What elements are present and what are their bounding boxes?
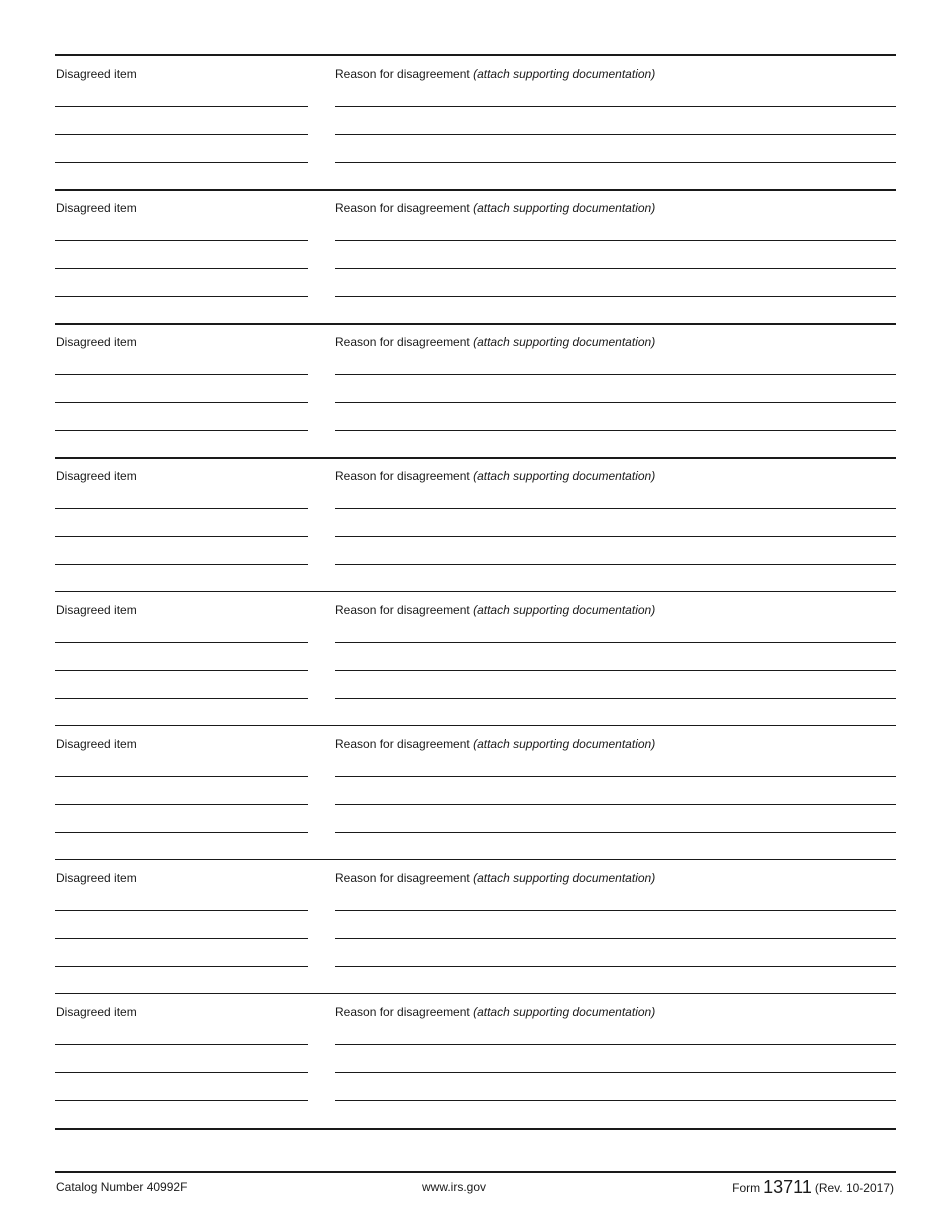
reason-label	[335, 201, 655, 215]
disagreed-item-entry-line[interactable]	[55, 1072, 308, 1073]
reason-label-text: Reason for disagreement	[335, 335, 470, 349]
form-prefix: Form	[732, 1181, 761, 1195]
disagreed-item-entry-line[interactable]	[55, 670, 308, 671]
disagreement-section	[0, 994, 950, 1128]
reason-entry-line[interactable]	[335, 1072, 896, 1073]
reason-entry-line[interactable]	[335, 1044, 896, 1045]
disagreement-section	[0, 592, 950, 726]
disagreed-item-entry-line[interactable]	[55, 430, 308, 431]
reason-entry-line[interactable]	[335, 374, 896, 375]
reason-label-text: Reason for disagreement	[335, 1005, 470, 1019]
reason-label-note: (attach supporting documentation)	[473, 603, 656, 617]
disagreed-item-entry-line[interactable]	[55, 832, 308, 833]
disagreed-item-entry-line[interactable]	[55, 134, 308, 135]
disagreed-item-label: Disagreed item	[56, 737, 137, 751]
reason-entry-line[interactable]	[335, 162, 896, 163]
reason-label-note: (attach supporting documentation)	[473, 737, 656, 751]
disagreed-item-label: Disagreed item	[56, 469, 137, 483]
reason-label-note: (attach supporting documentation)	[473, 335, 656, 349]
reason-entry-line[interactable]	[335, 832, 896, 833]
reason-label-text: Reason for disagreement	[335, 603, 470, 617]
disagreed-item-entry-line[interactable]	[55, 910, 308, 911]
reason-entry-line[interactable]	[335, 430, 896, 431]
form-number: 13711	[763, 1177, 812, 1197]
bottom-border	[55, 1128, 896, 1130]
reason-entry-line[interactable]	[335, 402, 896, 403]
disagreement-section	[0, 458, 950, 592]
disagreed-item-entry-line[interactable]	[55, 804, 308, 805]
disagreed-item-entry-line[interactable]	[55, 296, 308, 297]
reason-label-note: (attach supporting documentation)	[473, 469, 656, 483]
disagreed-item-entry-line[interactable]	[55, 106, 308, 107]
footer-rule	[55, 1171, 896, 1173]
reason-label	[335, 335, 655, 349]
reason-label-note: (attach supporting documentation)	[473, 1005, 656, 1019]
reason-label	[335, 469, 655, 483]
reason-label-text: Reason for disagreement	[335, 469, 470, 483]
disagreement-section	[0, 324, 950, 458]
reason-label-note: (attach supporting documentation)	[473, 201, 656, 215]
disagreed-item-entry-line[interactable]	[55, 374, 308, 375]
disagreed-item-entry-line[interactable]	[55, 698, 308, 699]
reason-entry-line[interactable]	[335, 106, 896, 107]
disagreed-item-entry-line[interactable]	[55, 642, 308, 643]
disagreed-item-label: Disagreed item	[56, 201, 137, 215]
catalog-number: Catalog Number 40992F	[56, 1180, 188, 1194]
disagreement-section	[0, 190, 950, 324]
disagreed-item-entry-line[interactable]	[55, 268, 308, 269]
reason-entry-line[interactable]	[335, 642, 896, 643]
disagreed-item-entry-line[interactable]	[55, 564, 308, 565]
reason-label-text: Reason for disagreement	[335, 737, 470, 751]
disagreed-item-entry-line[interactable]	[55, 1044, 308, 1045]
disagreement-section	[0, 56, 950, 190]
reason-label-text: Reason for disagreement	[335, 201, 470, 215]
reason-entry-line[interactable]	[335, 804, 896, 805]
reason-label	[335, 603, 655, 617]
form-revision: (Rev. 10-2017)	[814, 1181, 894, 1195]
disagreed-item-label: Disagreed item	[56, 67, 137, 81]
reason-label	[335, 1005, 655, 1019]
disagreed-item-label: Disagreed item	[56, 1005, 137, 1019]
reason-label	[335, 737, 655, 751]
disagreed-item-entry-line[interactable]	[55, 240, 308, 241]
reason-entry-line[interactable]	[335, 1100, 896, 1101]
disagreed-item-entry-line[interactable]	[55, 536, 308, 537]
reason-label-text: Reason for disagreement	[335, 871, 470, 885]
reason-entry-line[interactable]	[335, 134, 896, 135]
reason-entry-line[interactable]	[335, 240, 896, 241]
reason-entry-line[interactable]	[335, 910, 896, 911]
disagreement-section	[0, 860, 950, 994]
disagreed-item-entry-line[interactable]	[55, 508, 308, 509]
disagreed-item-entry-line[interactable]	[55, 966, 308, 967]
reason-entry-line[interactable]	[335, 966, 896, 967]
reason-entry-line[interactable]	[335, 776, 896, 777]
reason-entry-line[interactable]	[335, 698, 896, 699]
reason-label	[335, 67, 655, 81]
reason-entry-line[interactable]	[335, 536, 896, 537]
form-identifier	[732, 1177, 894, 1197]
reason-entry-line[interactable]	[335, 670, 896, 671]
reason-entry-line[interactable]	[335, 268, 896, 269]
disagreed-item-label: Disagreed item	[56, 335, 137, 349]
reason-label-text: Reason for disagreement	[335, 67, 470, 81]
disagreed-item-label: Disagreed item	[56, 603, 137, 617]
reason-entry-line[interactable]	[335, 508, 896, 509]
reason-entry-line[interactable]	[335, 938, 896, 939]
reason-entry-line[interactable]	[335, 296, 896, 297]
disagreed-item-label: Disagreed item	[56, 871, 137, 885]
reason-label	[335, 871, 655, 885]
website-link[interactable]: www.irs.gov	[422, 1180, 487, 1194]
disagreed-item-entry-line[interactable]	[55, 402, 308, 403]
disagreement-section	[0, 726, 950, 860]
reason-label-note: (attach supporting documentation)	[473, 67, 656, 81]
disagreed-item-entry-line[interactable]	[55, 1100, 308, 1101]
disagreed-item-entry-line[interactable]	[55, 938, 308, 939]
reason-entry-line[interactable]	[335, 564, 896, 565]
disagreed-item-entry-line[interactable]	[55, 776, 308, 777]
disagreed-item-entry-line[interactable]	[55, 162, 308, 163]
reason-label-note: (attach supporting documentation)	[473, 871, 656, 885]
